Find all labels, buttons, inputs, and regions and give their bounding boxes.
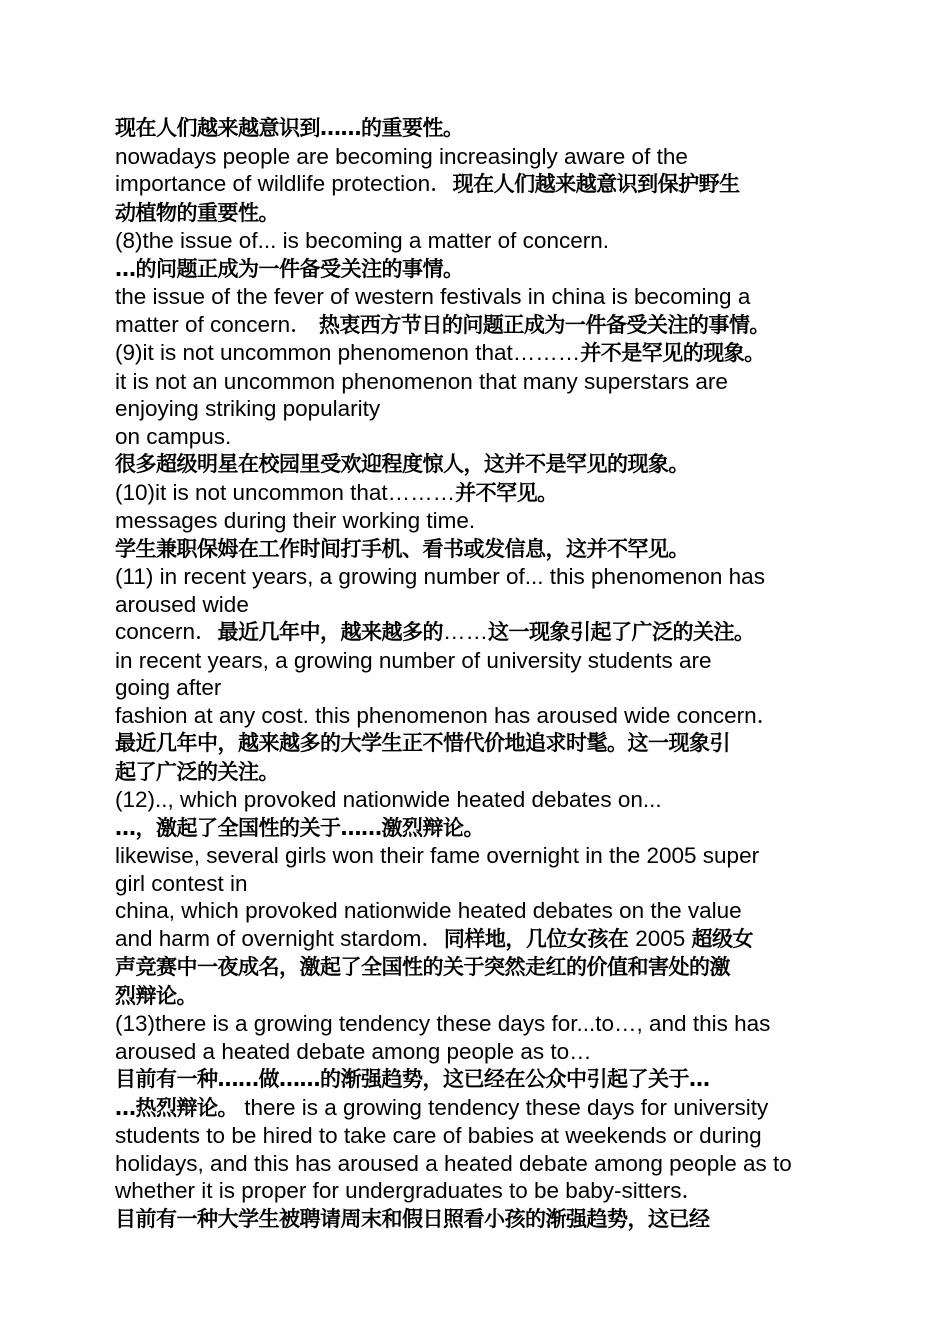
document-text: [115, 114, 850, 1233]
text-line: [115, 814, 850, 843]
text-line: [115, 114, 850, 143]
english-text: going after: [115, 675, 222, 700]
text-line: [115, 897, 850, 925]
english-text: on campus.: [115, 423, 232, 449]
chinese-text: 声竞赛中一夜成名，激起了全国性的关于突然走红的价值和害处的激: [115, 955, 730, 979]
english-text: messages during their working time.: [115, 508, 476, 533]
text-line: [115, 591, 850, 619]
text-line: [115, 1122, 850, 1150]
text-line: [115, 729, 850, 758]
text-line: [115, 535, 850, 564]
chinese-text: 最近几年中，越来越多的大学生正不惜代价地追求时髦。这一现象引: [115, 731, 730, 755]
english-text: enjoying striking popularity: [115, 396, 381, 421]
chinese-text: 动植物的重要性。: [115, 200, 279, 225]
text-line: [115, 870, 850, 898]
text-line: [115, 1177, 850, 1205]
english-text: (10)it is not uncommon that………: [115, 479, 456, 505]
text-line: [115, 283, 850, 311]
text-line: [115, 618, 850, 647]
text-line: [115, 842, 850, 870]
english-text: concern．: [115, 619, 218, 644]
text-line: [115, 786, 850, 814]
chinese-text: 最近几年中，越来越多的: [217, 620, 444, 644]
text-line: [115, 953, 850, 982]
text-line: [115, 925, 850, 954]
chinese-text: 起了广泛的关注。: [115, 759, 279, 784]
english-text: (8)the issue of... is becoming a matter of concern.: [115, 228, 609, 253]
chinese-text: 这一现象引起了广泛的关注。: [488, 620, 755, 644]
chinese-text: 烈辩论。: [115, 983, 197, 1008]
english-text: 2005: [635, 925, 692, 951]
text-line: [115, 395, 850, 423]
text-line: [115, 368, 850, 396]
text-line: [115, 199, 850, 228]
english-text: girl contest in: [115, 870, 248, 896]
english-text: the issue of the fever of western festivals in china is becoming a: [115, 284, 751, 309]
text-line: [115, 702, 850, 730]
english-text: likewise, several girls won their fame overnight in the 2005 super: [115, 843, 760, 868]
chinese-text: 现在人们越来越意识到……的重要性。: [115, 116, 464, 140]
text-line: [115, 1010, 850, 1038]
chinese-text: 很多超级明星在校园里受欢迎程度惊人，这并不是罕见的现象。: [115, 452, 689, 476]
english-text: china, which provoked nationwide heated debates on the value: [115, 898, 742, 923]
chinese-text: 目前有一种大学生被聘请周末和假日照看小孩的渐强趋势，这已经: [115, 1206, 710, 1231]
english-text: and harm of overnight stardom．: [115, 925, 444, 951]
text-line: [115, 982, 850, 1011]
text-line: [115, 507, 850, 535]
chinese-text: …的问题正成为一件备受关注的事情。: [115, 256, 464, 281]
english-text: ……: [443, 619, 489, 644]
english-text: students to be hired to take care of babies at weekends or during: [115, 1123, 762, 1148]
chinese-text: …热烈辩论。: [115, 1095, 238, 1120]
english-text: (9)it is not uncommon phenomenon that………: [115, 340, 581, 365]
english-text: whether it is proper for undergraduates to be baby-sitters．: [115, 1178, 705, 1203]
english-text: holidays, and this has aroused a heated debate among people as to: [115, 1150, 792, 1176]
chinese-text: 学生兼职保姆在工作时间打手机、看书或发信息，这并不罕见。: [115, 536, 689, 561]
english-text: fashion at any cost. this phenomenon has aroused wide concern．: [115, 702, 780, 728]
chinese-text: 目前有一种……做……的渐强趋势，这已经在公众中引起了关于…: [115, 1067, 710, 1091]
text-line: [115, 170, 850, 199]
text-line: [115, 311, 850, 340]
chinese-text: …，激起了全国性的关于……激烈辩论。: [115, 815, 484, 840]
text-line: [115, 1150, 850, 1178]
text-line: [115, 227, 850, 255]
english-text: matter of concern．: [115, 311, 319, 337]
text-line: [115, 339, 850, 368]
english-text: (13)there is a growing tendency these days for...to…, and this has: [115, 1011, 771, 1036]
text-line: [115, 563, 850, 591]
english-text: nowadays people are becoming increasingly aware of the: [115, 143, 688, 169]
text-line: [115, 758, 850, 787]
chinese-text: 同样地，几位女孩在: [443, 926, 636, 951]
chinese-text: 并不罕见。: [455, 480, 558, 505]
text-line: [115, 647, 850, 675]
text-line: [115, 479, 850, 508]
text-line: [115, 423, 850, 451]
text-line: [115, 1205, 850, 1234]
text-line: [115, 1038, 850, 1066]
text-line: [115, 450, 850, 479]
text-line: [115, 143, 850, 171]
chinese-text: 并不是罕见的现象。: [580, 341, 765, 365]
english-text: aroused wide: [115, 591, 249, 617]
english-text: in recent years, a growing number of university students are: [115, 647, 712, 673]
text-line: [115, 1065, 850, 1094]
chinese-text: 现在人们越来越意识到保护野生: [452, 172, 740, 196]
english-text: (12).., which provoked nationwide heated debates on...: [115, 787, 662, 812]
english-text: there is a growing tendency these days for university: [238, 1094, 769, 1120]
text-line: [115, 255, 850, 284]
text-line: [115, 674, 850, 702]
english-text: aroused a heated debate among people as to…: [115, 1038, 592, 1064]
english-text: importance of wildlife protection．: [115, 171, 453, 196]
english-text: it is not an uncommon phenomenon that many superstars are: [115, 368, 728, 394]
text-line: [115, 1094, 850, 1123]
english-text: (11) in recent years, a growing number of... this phenomenon has: [115, 564, 765, 589]
chinese-text: 超级女: [691, 926, 754, 951]
chinese-text: 热衷西方节日的问题正成为一件备受关注的事情。: [318, 312, 770, 337]
